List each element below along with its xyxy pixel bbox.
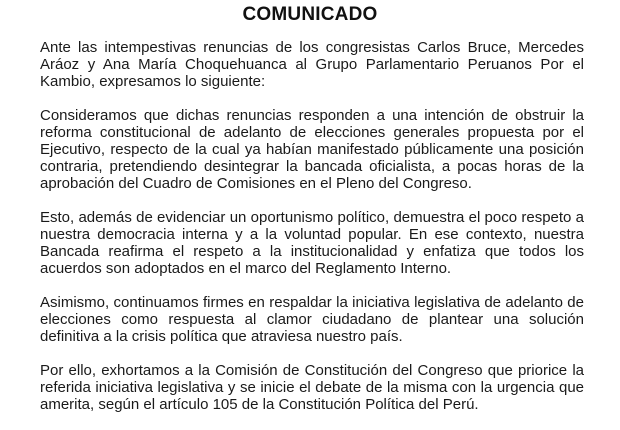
text-line: Ejecutivo, respecto de la cual ya habían manifestado públicamente una posición bbox=[40, 141, 584, 158]
text-line: definitiva a la crisis política que atraviesa nuestro país. bbox=[40, 328, 403, 345]
text-line: nuestra democracia interna y a la voluntad popular. En ese contexto, nuestra bbox=[40, 226, 584, 243]
text-line: Bancada reafirma el respeto a la institucionalidad y enfatiza que todos los bbox=[40, 243, 584, 260]
paragraph-3 bbox=[40, 209, 584, 277]
text-line: Asimismo, continuamos firmes en respaldar la iniciativa legislativa de adelanto de bbox=[40, 294, 584, 311]
document-body bbox=[40, 39, 584, 430]
paragraph-1 bbox=[40, 39, 584, 90]
text-line: Por ello, exhortamos a la Comisión de Constitución del Congreso que priorice la bbox=[40, 362, 584, 379]
text-line: Esto, además de evidenciar un oportunismo político, demuestra el poco respeto a bbox=[40, 209, 584, 226]
paragraph-5 bbox=[40, 362, 584, 413]
text-line: amerita, según el artículo 105 de la Constitución Política del Perú. bbox=[40, 396, 479, 413]
document-title: COMUNICADO bbox=[242, 4, 378, 25]
text-line: aprobación del Cuadro de Comisiones en el Pleno del Congreso. bbox=[40, 175, 472, 192]
paragraph-4 bbox=[40, 294, 584, 345]
text-line: Ante las intempestivas renuncias de los congresistas Carlos Bruce, Mercedes bbox=[40, 39, 584, 56]
text-line: reforma constitucional de adelanto de elecciones generales propuesta por el bbox=[40, 124, 584, 141]
text-line: elecciones como respuesta al clamor ciudadano de plantear una solución bbox=[40, 311, 584, 328]
text-line: referida iniciativa legislativa y se inicie el debate de la misma con la urgencia que bbox=[40, 379, 584, 396]
text-line: Kambio, expresamos lo siguiente: bbox=[40, 73, 266, 90]
text-line: Aráoz y Ana María Choquehuanca al Grupo Parlamentario Peruanos Por el bbox=[40, 56, 584, 73]
paragraph-2 bbox=[40, 107, 584, 192]
text-line: acuerdos son adoptados en el marco del Reglamento Interno. bbox=[40, 260, 452, 277]
text-line: contraria, pretendiendo desintegrar la bancada oficialista, a pocas horas de la bbox=[40, 158, 584, 175]
text-line: Consideramos que dichas renuncias responden a una intención de obstruir la bbox=[40, 107, 584, 124]
